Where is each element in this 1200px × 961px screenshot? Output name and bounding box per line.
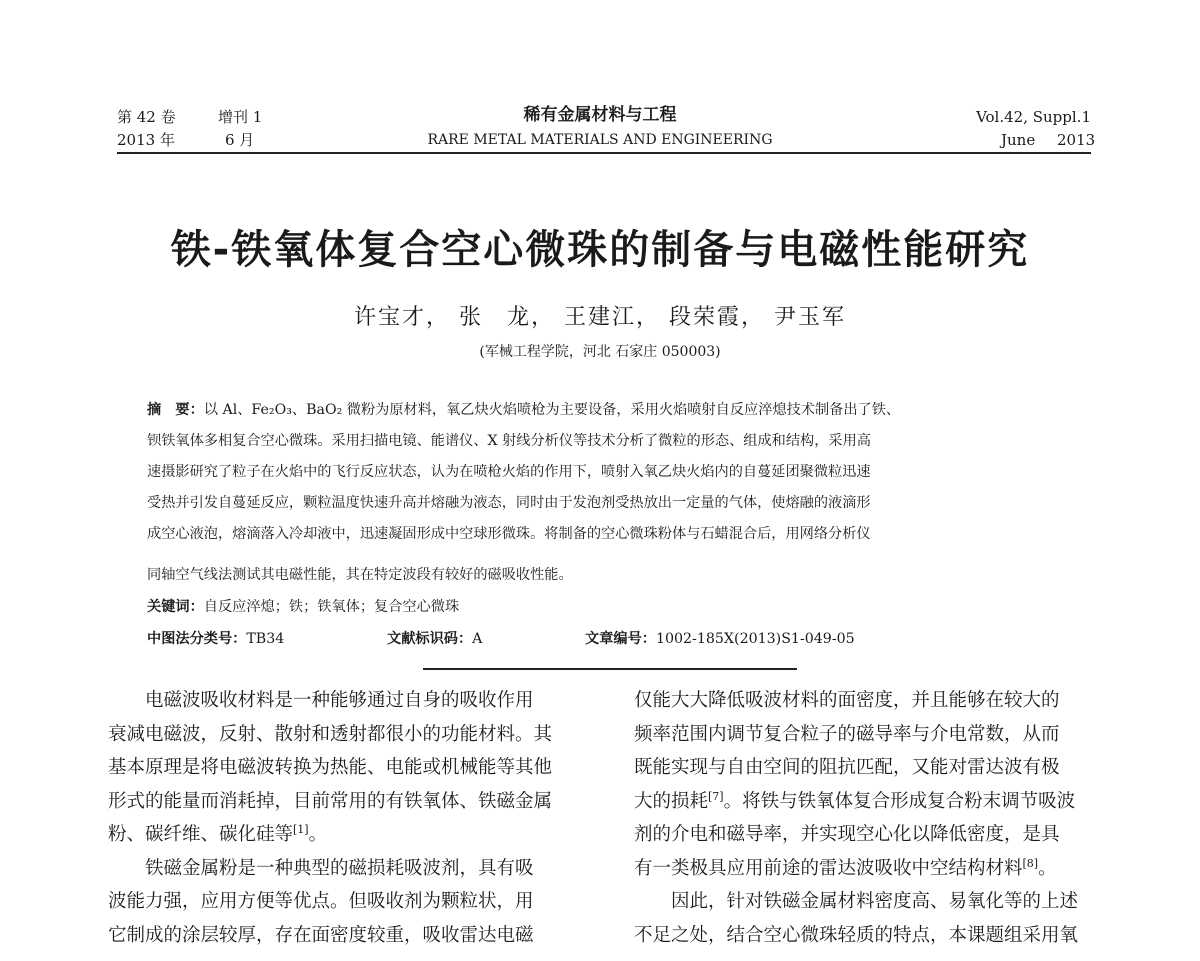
month: 6 月 (225, 131, 255, 149)
year-en: 2013 (1057, 131, 1096, 149)
body-line: 仅能大大降低吸波材料的面密度，并且能够在较大的 (634, 690, 1060, 711)
article-number: 文章编号：1002-185X(2013)S1-049-05 (585, 631, 855, 647)
body-line: 它制成的涂层较厚，存在面密度较重，吸收雷达电磁 (108, 924, 534, 946)
abstract-line: 钡铁氧体多相复合空心微珠。采用扫描电镜、能谱仪、X 射线分析仪等技术分析了微粒的形态、组成和结构，采用高 (147, 433, 871, 449)
body-line: 不足之处，结合空心微珠轻质的特点，本课题组采用氧 (634, 924, 1079, 946)
affiliation: (军械工程学院，河北 石家庄 050003) (479, 344, 721, 360)
journal-title-cn: 稀有金属材料与工程 (523, 105, 677, 125)
citation-ref: [1] (293, 822, 309, 836)
abstract-line: 成空心液泡，熔滴落入冷却液中，迅速凝固形成中空球形微珠。将制备的空心微珠粉体与石蜡混合后，用网络分析仪 (147, 526, 871, 542)
citation-ref: [8] (1022, 856, 1039, 870)
body-line: 粉、碳纤维、碳化硅等[1]。 (108, 822, 328, 845)
body-line: 因此，针对铁磁金属材料密度高、易氧化等的上述 (634, 891, 1079, 912)
abstract-line: 同轴空气线法测试其电磁性能，其在特定波段有较好的磁吸收性能。 (147, 567, 573, 583)
volume-en: Vol.42, Suppl.1 (976, 108, 1091, 126)
body-line: 有一类极具应用前途的雷达波吸收中空结构材料[8]。 (634, 856, 1057, 879)
paper-title: 铁-铁氧体复合空心微珠的制备与电磁性能研究 (170, 227, 1030, 273)
citation-ref: [7] (708, 789, 724, 803)
keywords-label: 关键词： (147, 599, 204, 615)
journal-title-en: RARE METAL MATERIALS AND ENGINEERING (427, 132, 773, 148)
authors: 许宝才， 张 龙， 王建江， 段荣霞， 尹玉军 (354, 305, 846, 330)
volume: 第 42 卷 (117, 108, 176, 126)
year: 2013 年 (117, 131, 175, 149)
keywords: 关键词：自反应淬熄；铁；铁氧体；复合空心微珠 (147, 599, 460, 615)
body-line: 基本原理是将电磁波转换为热能、电能或机械能等其他 (108, 757, 553, 778)
month-en: June (1001, 131, 1036, 149)
document-code: 文献标识码：A (387, 631, 483, 647)
header-rule (117, 152, 1091, 154)
abstract-line: 摘 要：以 Al、Fe₂O₃、BaO₂ 微粉为原材料，氧乙炔火焰喷枪为主要设备，采用火焰喷射自反应淬熄技术制备出了铁、 (147, 402, 901, 418)
body-line: 大的损耗[7]。将铁与铁氧体复合形成复合粉末调节吸波 (634, 789, 1076, 812)
abstract-label: 摘 要： (147, 402, 204, 418)
body-line: 剂的介电和磁导率，并实现空心化以降低密度，是具 (634, 824, 1060, 845)
body-line: 衰减电磁波，反射、散射和透射都很小的功能材料。其 (108, 723, 553, 745)
body-line: 频率范围内调节复合粒子的磁导率与介电常数，从而 (634, 723, 1060, 745)
issue: 增刊 1 (218, 108, 263, 126)
body-line: 既能实现与自由空间的阻抗匹配，又能对雷达波有极 (634, 757, 1060, 778)
body-line: 波能力强，应用方便等优点。但吸收剂为颗粒状，用 (108, 891, 534, 912)
clc-number: 中图法分类号：TB34 (147, 631, 285, 647)
body-line: 形式的能量而消耗掉，目前常用的有铁氧体、铁磁金属 (108, 790, 553, 812)
abstract-divider (423, 668, 797, 670)
abstract-line: 速摄影研究了粒子在火焰中的飞行反应状态，认为在喷枪火焰的作用下，喷射入氧乙炔火焰内的自蔓延团聚微粒迅速 (147, 464, 871, 480)
body-line: 铁磁金属粉是一种典型的磁损耗吸波剂，具有吸 (108, 857, 534, 879)
body-line: 电磁波吸收材料是一种能够通过自身的吸收作用 (108, 690, 534, 711)
abstract-line: 受热并引发自蔓延反应，颗粒温度快速升高并熔融为液态，同时由于发泡剂受热放出一定量的气体，使熔融的液滴形 (147, 495, 871, 511)
